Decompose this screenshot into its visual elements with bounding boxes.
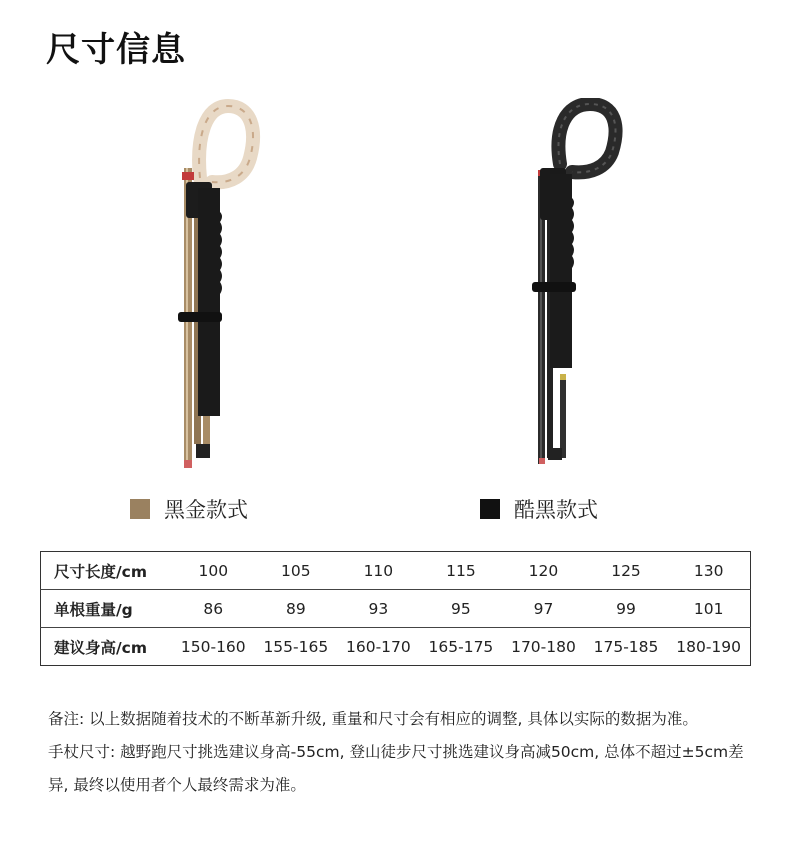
table-cell: 101 <box>667 590 750 628</box>
table-cell: 95 <box>420 590 503 628</box>
row-header: 单根重量/g <box>41 590 173 628</box>
legend-cool-black-label: 酷黑款式 <box>514 498 598 522</box>
table-cell: 180-190 <box>667 628 750 666</box>
table-cell: 165-175 <box>420 628 503 666</box>
row-header: 尺寸长度/cm <box>41 552 173 590</box>
table-cell: 160-170 <box>337 628 420 666</box>
table-cell: 170-180 <box>502 628 585 666</box>
pole-size-note: 手杖尺寸: 越野跑尺寸挑选建议身高-55cm, 登山徒步尺寸挑选建议身高减50cm, 总体不超过±5cm差异, 最终以使用者个人最终需求为准。 <box>48 743 744 794</box>
table-cell: 175-185 <box>585 628 668 666</box>
table-cell: 150-160 <box>172 628 255 666</box>
cool-black-color-swatch <box>480 499 500 519</box>
table-cell: 100 <box>172 552 255 590</box>
table-cell: 99 <box>585 590 668 628</box>
table-cell: 130 <box>667 552 750 590</box>
table-cell: 97 <box>502 590 585 628</box>
row-header: 建议身高/cm <box>41 628 173 666</box>
table-cell: 125 <box>585 552 668 590</box>
black-gold-color-swatch <box>130 499 150 519</box>
legend-black-gold <box>130 494 248 524</box>
table-cell: 115 <box>420 552 503 590</box>
trekking-pole-cool-black-photo <box>520 98 640 473</box>
size-spec-table <box>40 551 751 666</box>
table-row <box>41 552 751 590</box>
table-row <box>41 590 751 628</box>
notes-section <box>48 703 748 802</box>
trekking-pole-black-gold-photo <box>150 98 270 473</box>
table-cell: 93 <box>337 590 420 628</box>
page-title: 尺寸信息 <box>46 30 186 70</box>
legend-cool-black <box>480 494 598 524</box>
table-row <box>41 628 751 666</box>
table-cell: 89 <box>255 590 338 628</box>
legend-black-gold-label: 黑金款式 <box>164 498 248 522</box>
table-cell: 120 <box>502 552 585 590</box>
table-cell: 110 <box>337 552 420 590</box>
table-cell: 105 <box>255 552 338 590</box>
table-cell: 155-165 <box>255 628 338 666</box>
table-cell: 86 <box>172 590 255 628</box>
remark-note: 备注: 以上数据随着技术的不断革新升级, 重量和尺寸会有相应的调整, 具体以实际的数据为准。 <box>48 710 698 728</box>
